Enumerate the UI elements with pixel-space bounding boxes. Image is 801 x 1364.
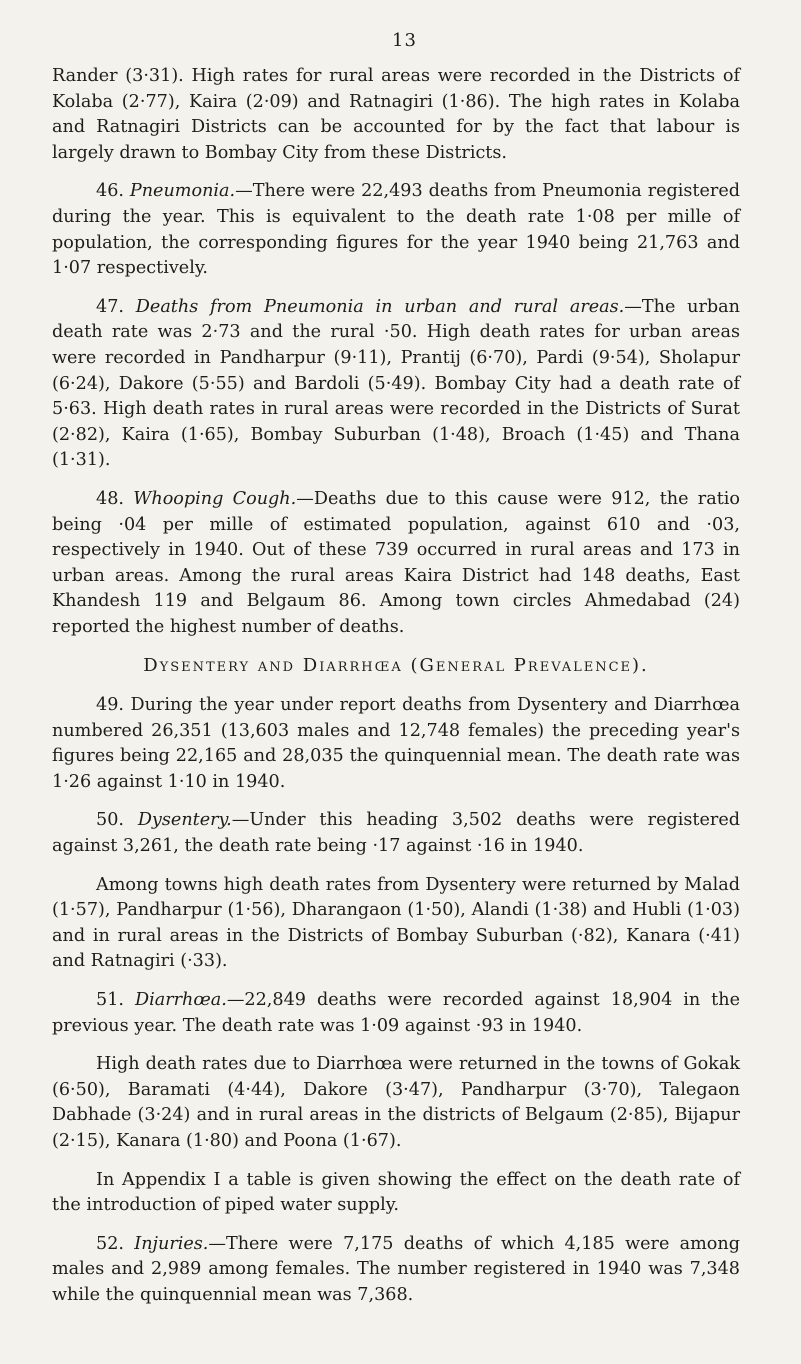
paragraph-number: 51. xyxy=(96,990,135,1010)
page-body xyxy=(52,64,740,1322)
paragraph-number: 50. xyxy=(96,810,138,831)
paragraph-title: Deaths from Pneumonia in urban and rural areas. xyxy=(135,296,625,317)
paragraph-47-pneumonia-urban-rural xyxy=(52,295,740,474)
paragraph-46-pneumonia xyxy=(52,179,740,281)
paragraph-number: 52. xyxy=(96,1233,135,1254)
paragraph-title: Pneumonia. xyxy=(129,181,236,202)
paragraph-text: —There were 22,493 deaths from Pneumonia registered during the year. This is equivalent to the death rate 1·08 per mille of population, the corresponding figures for the year 1940 being 21,763 and 1·07 respectively. xyxy=(52,181,740,279)
paragraph-continuation: Rander (3·31). High rates for rural areas were recorded in the Districts of Kolaba (2·77), Kaira (2·09) and Ratnagiri (1·86). The high rates in Kolaba and Ratnagiri Districts can be accounted for by the fact that labour is largely drawn to Bombay City from these Districts. xyxy=(52,66,740,163)
page-number: 13 xyxy=(392,30,417,51)
paragraph-title: Diarrhœa. xyxy=(134,990,227,1010)
paragraph-49-dysentery-diarrhoea: 49. During the year under report deaths from Dysentery and Diarrhœa numbered 26,351 (13,603 males and 12,748 females) the preceding year's figures being 22,165 and 28,035 the quinquennial mean. The death rate was 1·26 against 1·10 in 1940. xyxy=(52,695,740,792)
paragraph-52-injuries xyxy=(52,1232,740,1309)
paragraph-text: —Under this heading 3,502 deaths were registered against 3,261, the death rate being ·17 against ·16 in 1940. xyxy=(52,810,740,857)
paragraph-title: Whooping Cough. xyxy=(133,488,297,509)
paragraph-text: —There were 7,175 deaths of which 4,185 were among males and 2,989 among females. The number registered in 1940 was 7,348 while the quinquennial mean was 7,368. xyxy=(52,1233,740,1305)
paragraph-number: 46. xyxy=(96,181,130,202)
paragraph-51-diarrhoea xyxy=(52,988,740,1039)
paragraph-title: Injuries. xyxy=(134,1233,209,1254)
paragraph-50-dysentery xyxy=(52,808,740,859)
paragraph-appendix-note: In Appendix I a table is given showing the effect on the death rate of the introduction of piped water supply. xyxy=(52,1169,740,1216)
paragraph-number: 47. xyxy=(96,296,136,317)
paragraph-text: —22,849 deaths were recorded against 18,904 in the previous year. The death rate was 1·09 against ·93 in 1940. xyxy=(52,990,740,1036)
paragraph-title: Dysentery. xyxy=(137,810,232,831)
paragraph-diarrhoea-towns: High death rates due to Diarrhœa were returned in the towns of Gokak (6·50), Baramati (4·44), Dakore (3·47), Pandharpur (3·70), Talegaon Dabhade (3·24) and in rural areas in the districts of Belgaum (2·85), Bijapur (2·15), Kanara (1·80) and Poona (1·67). xyxy=(52,1054,740,1151)
paragraph-48-whooping-cough xyxy=(52,487,740,641)
paragraph-number: 48. xyxy=(96,488,134,509)
paragraph-text: —Deaths due to this cause were 912, the ratio being ·04 per mille of estimated population, against 610 and ·03, respectively in 1940. Out of these 739 occurred in rural areas and 173 in urban areas. Among the rural areas Kaira District had 148 deaths, East Khandesh 119 and Belgaum 86. Among town circles Ahmedabad (24) reported the highest number of deaths. xyxy=(52,488,740,637)
section-heading: Dysentery and Diarrhœa (General Prevalence). xyxy=(143,655,649,677)
paragraph-dysentery-towns: Among towns high death rates from Dysentery were returned by Malad (1·57), Pandharpur (1·56), Dharangaon (1·50), Alandi (1·38) and Hubli (1·03) and in rural areas in the Districts of Bombay Suburban (·82), Kanara (·41) and Ratnagiri (·33). xyxy=(52,874,740,972)
paragraph-text: —The urban death rate was 2·73 and the rural ·50. High death rates for urban areas were recorded in Pandharpur (9·11), Prantij (6·70), Pardi (9·54), Sholapur (6·24), Dakore (5·55) and Bardoli (5·49). Bombay City had a death rate of 5·63. High death rates in rural areas were recorded in the Districts of Surat (2·82), Kaira (1·65), Bombay Suburban (1·48), Broach (1·45) and Thana (1·31). xyxy=(52,296,740,471)
